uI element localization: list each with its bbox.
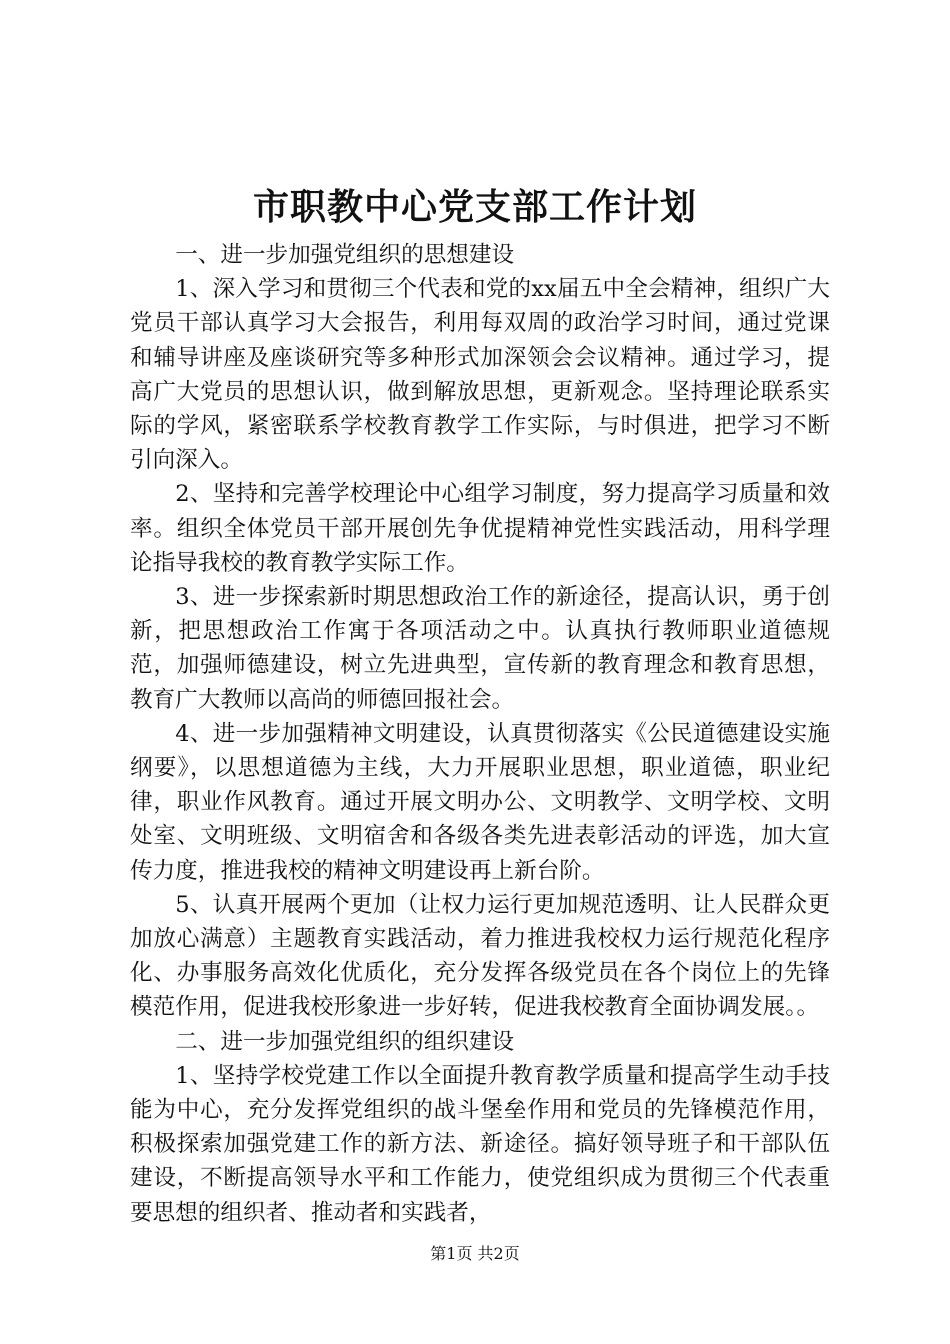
paragraph: 3、进一步探索新时期思想政治工作的新途径，提高认识，勇于创新，把思想政治工作寓于各项活动之中。认真执行教师职业道德规范，加强师德建设，树立先进典型，宣传新的教育理念和教育思想，教育广大教师以高尚的师德回报社会。 (130, 584, 830, 713)
paragraph: 4、进一步加强精神文明建设，认真贯彻落实《公民道德建设实施纲要》，以思想道德为主线，大力开展职业思想，职业道德，职业纪律，职业作风教育。通过开展文明办公、文明教学、文明学校、文明处室、文明班级、文明宿舍和各级各类先进表彰活动的评选，加大宣传力度，推进我校的精神文明建设再上新台阶。 (130, 720, 830, 884)
document-title: 市职教中心党支部工作计划 (252, 186, 697, 228)
paragraph: 1、坚持学校党建工作以全面提升教育教学质量和提高学生动手技能为中心，充分发挥党组织的战斗堡垒作用和党员的先锋模范作用，积极探索加强党建工作的新方法、新途径。搞好领导班子和干部队伍建设，不断提高领导水平和工作能力，使党组织成为贯彻三个代表重要思想的组织者、推动者和实践者， (130, 1062, 830, 1226)
paragraph: 2、坚持和完善学校理论中心组学习制度，努力提高学习质量和效率。组织全体党员干部开展创先争优提精神党性实践活动，用科学理论指导我校的教育教学实际工作。 (130, 481, 830, 576)
paragraph: 1、深入学习和贯彻三个代表和党的xx届五中全会精神，组织广大党员干部认真学习大会报告，利用每双周的政治学习时间，通过党课和辅导讲座及座谈研究等多种形式加深领会会议精神。通过学习，提高广大党员的思想认识，做到解放思想，更新观念。坚持理论联系实际的学风，紧密联系学校教育教学工作实际，与时俱进，把学习不断引向深入。 (130, 276, 830, 474)
section-heading-1: 一、进一步加强党组织的思想建设 (175, 242, 515, 268)
document-body (130, 238, 830, 1230)
paragraph: 5、认真开展两个更加（让权力运行更加规范透明、让人民群众更加放心满意）主题教育实践活动，着力推进我校权力运行规范化程序化、办事服务高效化优质化，充分发挥各级党员在各个岗位上的先锋模范作用，促进我校形象进一步好转，促进我校教育全面协调发展。。 (130, 891, 830, 1021)
section-heading-2: 二、进一步加强党组织的组织建设 (175, 1028, 515, 1055)
page-footer: 第1页 共2页 (430, 1244, 520, 1263)
